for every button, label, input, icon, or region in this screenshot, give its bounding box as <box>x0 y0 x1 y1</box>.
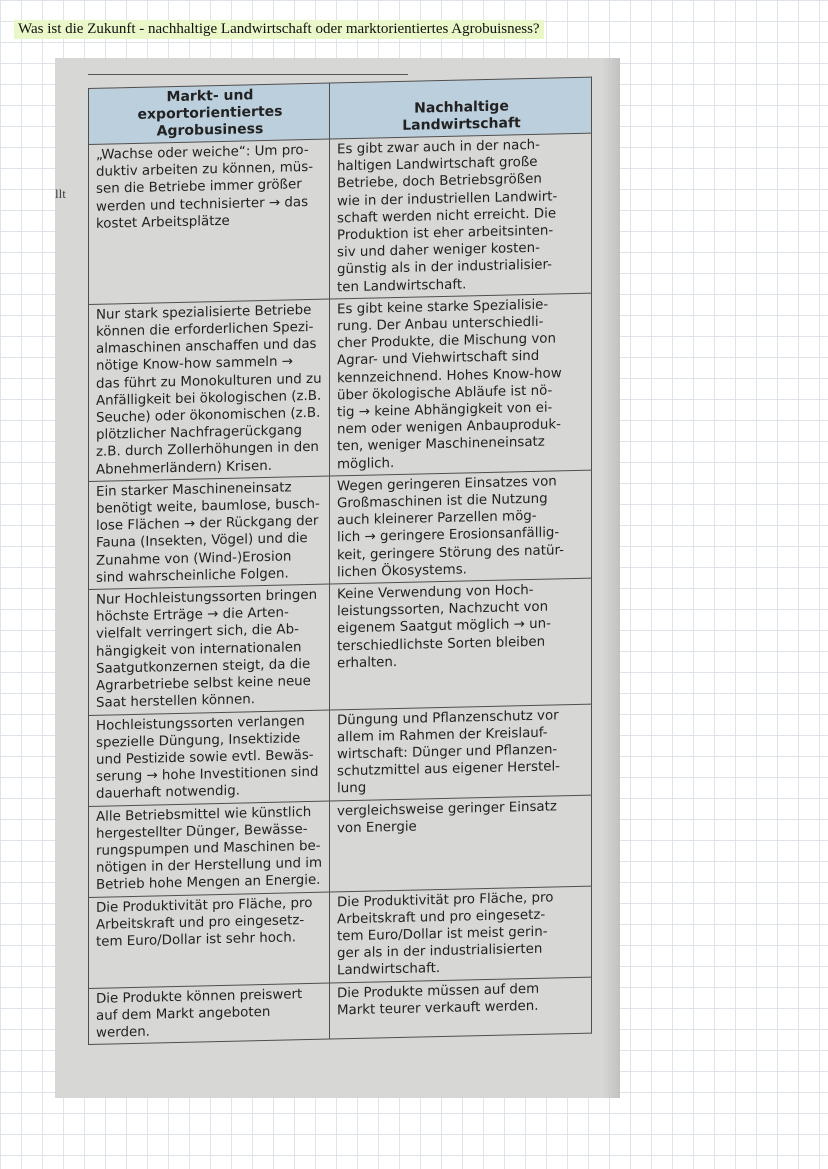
table-row <box>89 578 592 715</box>
table-row <box>89 977 592 1045</box>
cell-agrobusiness: Nur Hochleistungssorten bringen höchste Erträge → die Arten- vielfalt verringert sich, die Ab- hängigkeit von internationalen Saatgutkonzernen steigt, da die Agrarbetriebe selbst keine neue Saat herstellen können. <box>89 584 330 715</box>
table-row <box>89 470 592 590</box>
cell-sustainable: Wegen geringeren Einsatzes von Großmaschinen ist die Nutzung auch kleinerer Parzellen mög- lich → geringere Erosionsanfällig- keit, geringere Störung des natür- lichen Ökosystems. <box>330 470 592 584</box>
table-row <box>89 293 592 481</box>
cell-sustainable: Die Produkte müssen auf dem Markt teurer verkauft werden. <box>330 977 592 1040</box>
cell-agrobusiness: Die Produkte können preiswert auf dem Markt angeboten werden. <box>89 983 330 1045</box>
cell-agrobusiness: Nur stark spezialisierte Betriebe können die erforderlichen Spezi- almaschinen anschaffen und das nötige Know-how sammeln → das führt zu Monokulturen und zu Anfälligkeit bei ökologischen (z.B. Seuche) oder ökonomischen (z.B. plötzlicher Nachfragerückgang z.B. durch Zollerhöhungen in den Abnehmerländern) Krisen. <box>89 299 330 482</box>
cell-agrobusiness: Alle Betriebsmittel wie künstlich hergestellter Dünger, Bewässe- rungspumpen und Maschinen be- nötigen in der Herstellung und im Betrieb hohe Mengen an Energie. <box>89 801 330 897</box>
page-edge-shadow <box>602 58 620 1098</box>
textbook-photo <box>55 58 620 1098</box>
cell-agrobusiness: Hochleistungssorten verlangen spezielle Düngung, Insektizide und Pestizide sowie evtl. Bewäs- serung → hohe Investitionen sind dauerhaft notwendig. <box>89 710 330 806</box>
cell-sustainable: Die Produktivität pro Fläche, pro Arbeitskraft und pro eingesetz- tem Euro/Dollar ist meist gerin- ger als in der industrialisierten Landwirtschaft. <box>330 886 592 983</box>
comparison-table <box>88 77 592 1046</box>
cell-agrobusiness: „Wachse oder weiche“: Um pro- duktiv arbeiten zu können, müs- sen die Betriebe immer größer werden und technisierter → das kostet Arbeitsplätze <box>89 139 330 304</box>
table-row <box>89 704 592 806</box>
cell-agrobusiness: Die Produktivität pro Fläche, pro Arbeitskraft und pro eingesetz- tem Euro/Dollar ist sehr hoch. <box>89 892 330 988</box>
cell-sustainable: Düngung und Pflanzenschutz vor allem im Rahmen der Kreislauf- wirtschaft: Dünger und Pflanzen- schutzmittel aus eigener Herstel- lung <box>330 704 592 801</box>
cell-sustainable: Es gibt zwar auch in der nach- haltigen Landwirtschaft große Betriebe, doch Betriebsgrößen wie in der industriellen Landwirt- schaft werden nicht erreicht. Die Produktion ist eher arbeitsinten- siv und daher weniger kosten- günstig als in der industrialisier- ten Landwirtschaft. <box>330 133 592 299</box>
cell-sustainable: Keine Verwendung von Hoch- leistungssorten, Nachzucht von eigenem Saatgut möglich → un- terschiedlichste Sorten bleiben erhalten. <box>330 578 592 709</box>
table-row <box>89 886 592 988</box>
header-sustainable-agriculture: Nachhaltige Landwirtschaft <box>330 77 592 139</box>
header-agrobusiness: Markt- und exportorientiertes Agrobusiness <box>89 83 330 144</box>
margin-text-fragment: llt <box>55 186 66 201</box>
page-title: Was ist die Zukunft - nachhaltige Landwirtschaft oder marktorientiertes Agrobuisness? <box>14 20 544 39</box>
table-row <box>89 795 592 897</box>
cell-agrobusiness: Ein starker Maschineneinsatz benötigt weite, baumlose, busch- lose Flächen → der Rückgang der Fauna (Insekten, Vögel) und die Zunahme von (Wind-)Erosion sind wahrscheinliche Folgen. <box>89 476 330 590</box>
cell-sustainable: Es gibt keine starke Spezialisie- rung. Der Anbau unterschiedli- cher Produkte, die Mischung von Agrar- und Viehwirtschaft sind kennzeichnend. Hohes Know-how über ökologische Abläufe ist nö- tig → keine Abhängigkeit von ei- nem oder wenigen Anbauproduk- ten, weniger Maschineneinsatz möglich. <box>330 293 592 476</box>
page-rule <box>88 74 408 75</box>
cell-sustainable: vergleichsweise geringer Einsatz von Energie <box>330 795 592 892</box>
table-row <box>89 133 592 304</box>
